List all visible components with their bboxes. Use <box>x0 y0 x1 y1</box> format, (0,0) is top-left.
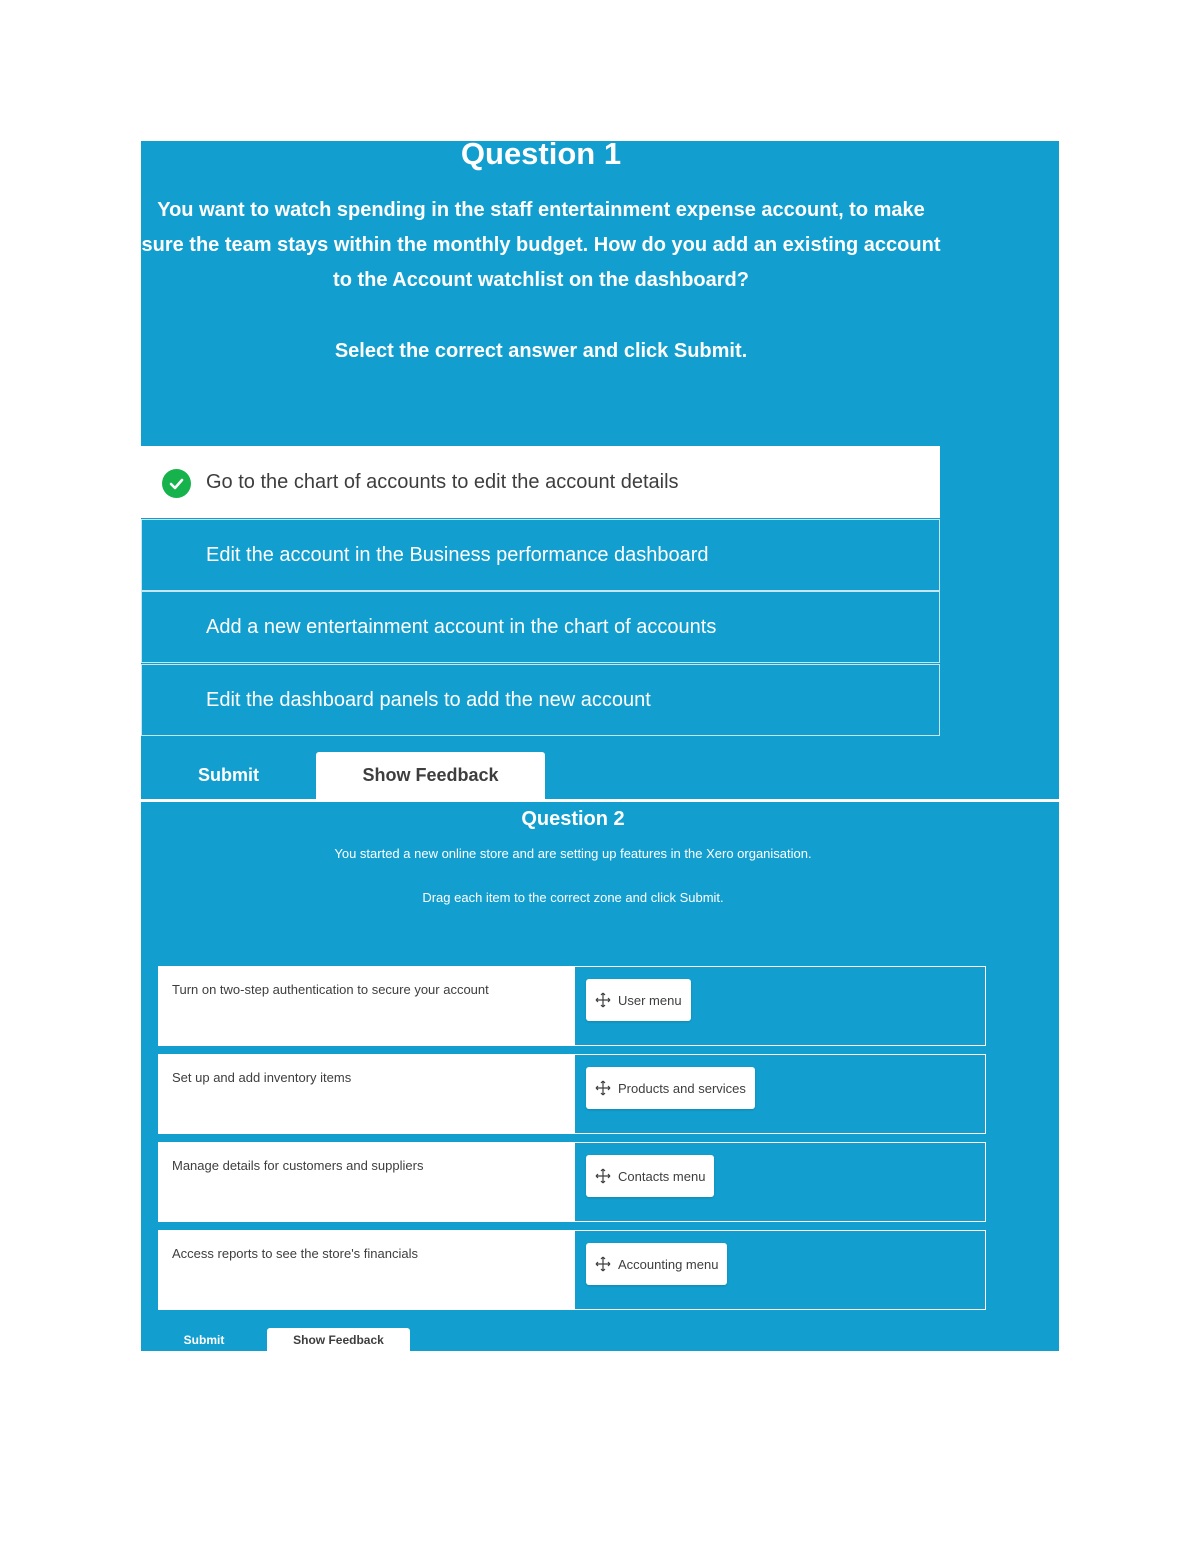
drag-item[interactable] <box>586 1243 727 1285</box>
answer-option-label: Go to the chart of accounts to edit the account details <box>206 470 679 493</box>
submit-button[interactable]: Submit <box>141 1328 267 1351</box>
question-1-prompt: You want to watch spending in the staff entertainment expense account, to make sure the team stays within the monthly budget. How do you add an existing account to the Account watchlist on the dashboard? <box>141 199 941 291</box>
drag-item-label: Products and services <box>618 1080 746 1096</box>
answer-option-1[interactable] <box>141 446 940 518</box>
drag-row <box>158 1230 986 1310</box>
move-icon <box>595 992 611 1008</box>
submit-button[interactable]: Submit <box>141 752 316 799</box>
check-icon <box>162 469 191 498</box>
show-feedback-button[interactable]: Show Feedback <box>316 752 545 799</box>
move-icon <box>595 1168 611 1184</box>
drop-zone[interactable] <box>575 1143 985 1221</box>
question-1-actions <box>141 752 1059 799</box>
answer-option-4[interactable] <box>141 664 940 736</box>
answer-option-label: Edit the account in the Business performance dashboard <box>206 543 709 566</box>
drag-statement: Access reports to see the store's financials <box>159 1231 575 1309</box>
question-divider <box>141 799 1059 802</box>
question-1-title: Question 1 <box>460 136 622 171</box>
drag-item[interactable] <box>586 979 691 1021</box>
drop-zone[interactable] <box>575 967 985 1045</box>
question-2-instruction: Drag each item to the correct zone and click Submit. <box>422 890 724 905</box>
drag-item[interactable] <box>586 1155 714 1197</box>
answer-option-label: Edit the dashboard panels to add the new account <box>206 688 651 711</box>
question-2-actions <box>141 1328 1059 1351</box>
answer-option-2[interactable] <box>141 519 940 591</box>
drag-row <box>158 1142 986 1222</box>
drag-statement: Turn on two-step authentication to secure your account <box>159 967 575 1045</box>
move-icon <box>595 1256 611 1272</box>
drop-zone[interactable] <box>575 1231 985 1309</box>
drag-item-label: Accounting menu <box>618 1256 719 1272</box>
drag-row <box>158 966 986 1046</box>
drag-statement: Set up and add inventory items <box>159 1055 575 1133</box>
question-2-title: Question 2 <box>521 808 625 830</box>
drag-item-label: User menu <box>618 992 682 1008</box>
answer-option-label: Add a new entertainment account in the chart of accounts <box>206 615 717 638</box>
drop-zone[interactable] <box>575 1055 985 1133</box>
drag-row <box>158 1054 986 1134</box>
move-icon <box>595 1080 611 1096</box>
drag-item[interactable] <box>586 1067 755 1109</box>
show-feedback-button[interactable]: Show Feedback <box>267 1328 410 1351</box>
question-1-instruction: Select the correct answer and click Submit. <box>334 340 748 362</box>
drag-statement: Manage details for customers and suppliers <box>159 1143 575 1221</box>
answer-option-3[interactable] <box>141 591 940 663</box>
question-2-prompt: You started a new online store and are setting up features in the Xero organisation. <box>334 846 812 861</box>
drag-item-label: Contacts menu <box>618 1168 706 1184</box>
